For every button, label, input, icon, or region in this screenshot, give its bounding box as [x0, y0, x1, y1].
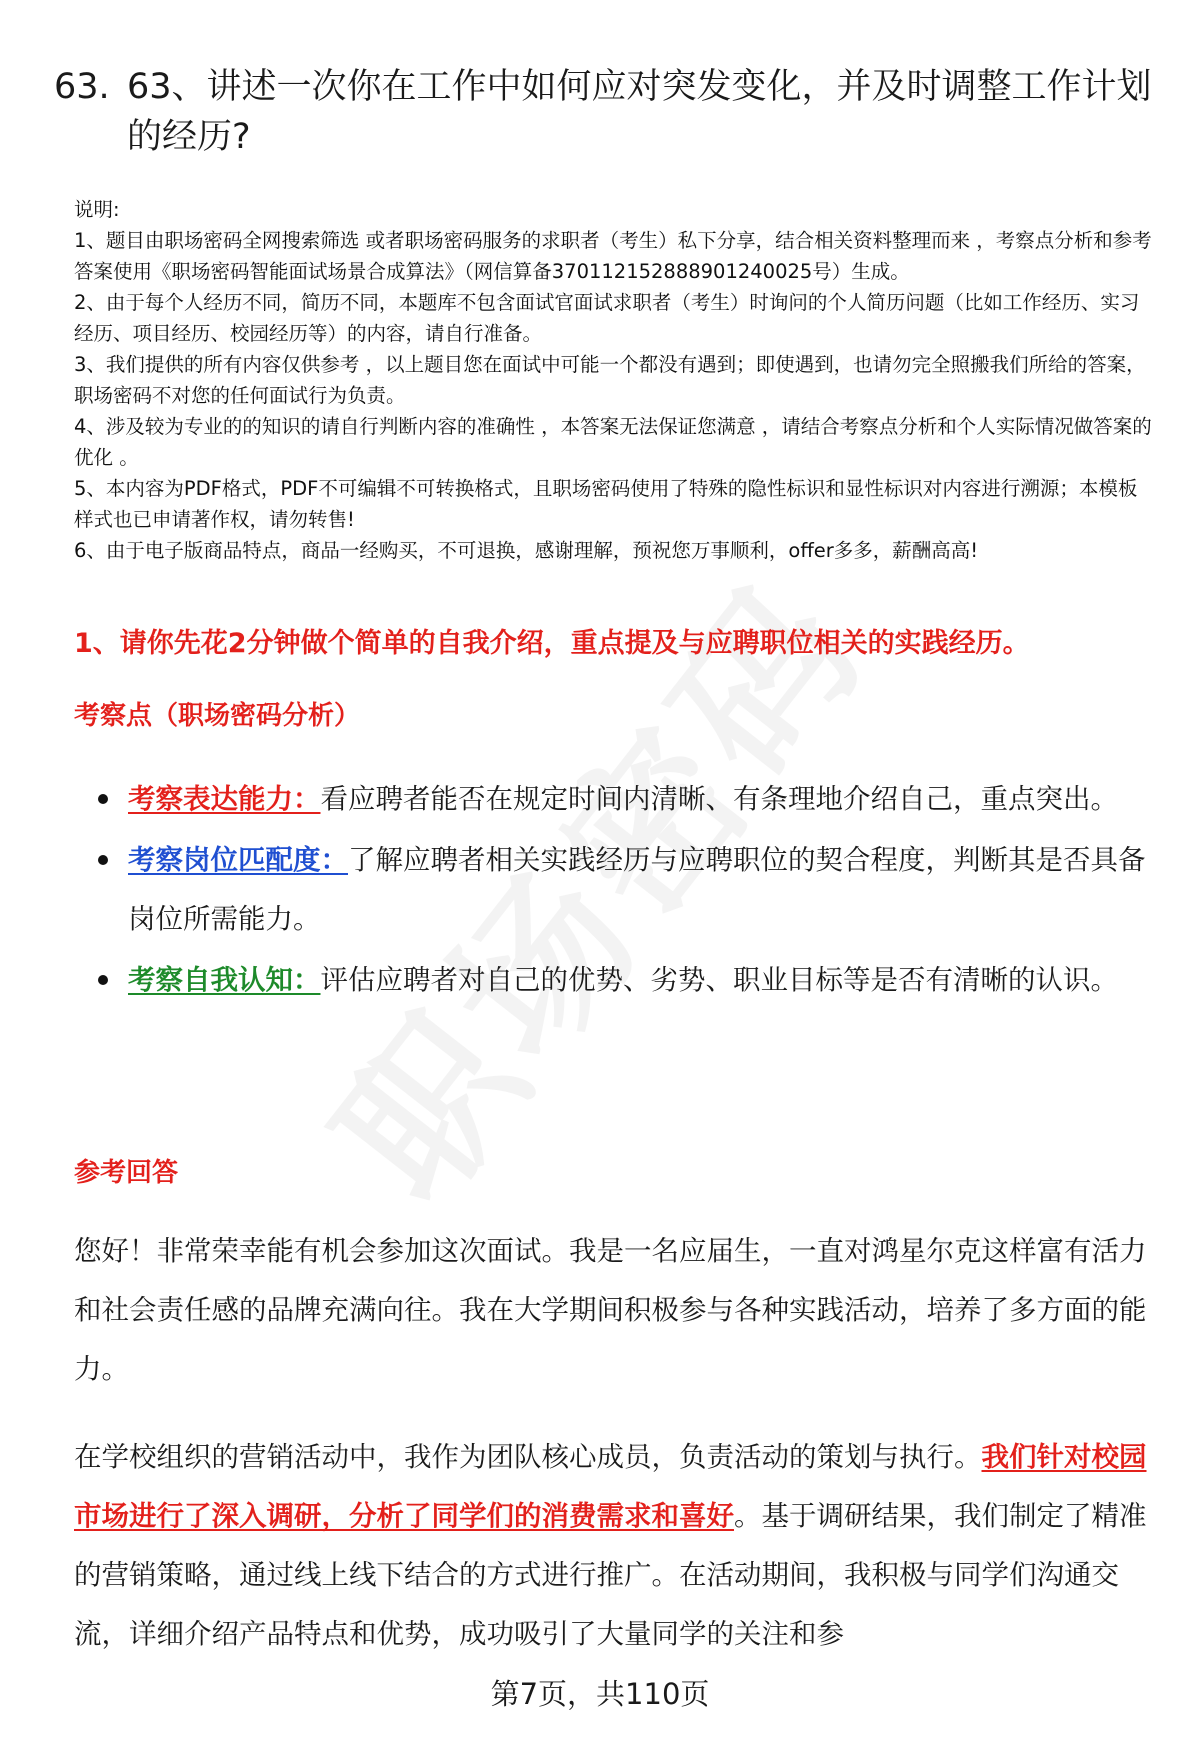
point-label: 考察表达能力： — [128, 783, 321, 815]
list-item — [96, 831, 1156, 949]
note-item: 1、题目由职场密码全网搜索筛选 或者职场密码服务的求职者（考生）私下分享，结合相关资料整理而来 ，考察点分析和参考答案使用《职场密码智能面试场景合成算法》（网信算备370112152888901240025号）生成。 — [74, 229, 1152, 283]
notes-block — [74, 194, 1154, 566]
answer-paragraph — [74, 1428, 1154, 1664]
sub-question-heading: 1、请你先花2分钟做个简单的自我介绍，重点提及与应聘职位相关的实践经历。 — [74, 628, 1030, 659]
question-text: 63、讲述一次你在工作中如何应对突发变化，并及时调整工作计划的经历? — [127, 67, 1152, 157]
point-text: 了解应聘者相关实践经历与应聘职位的契合程度，判断其是否具备岗位所需能力。 — [128, 844, 1146, 935]
answer-paragraph: 您好！非常荣幸能有机会参加这次面试。我是一名应届生，一直对鸿星尔克这样富有活力和社会责任感的品牌充满向往。我在大学期间积极参与各种实践活动，培养了多方面的能力。 — [74, 1235, 1147, 1385]
page-footer: 第7页，共110页 — [490, 1677, 710, 1711]
point-text: 看应聘者能否在规定时间内清晰、有条理地介绍自己，重点突出。 — [320, 783, 1118, 815]
notes-heading: 说明: — [74, 198, 120, 221]
question-title — [54, 62, 1154, 162]
assessment-points-list — [96, 770, 1156, 1012]
answer-heading: 参考回答 — [74, 1158, 179, 1188]
point-label: 考察自我认知： — [128, 964, 321, 996]
note-item: 5、本内容为PDF格式，PDF不可编辑不可转换格式，且职场密码使用了特殊的隐性标识和显性标识对内容进行溯源；本模板样式也已申请著作权，请勿转售! — [74, 477, 1138, 531]
point-text: 评估应聘者对自己的优势、劣势、职业目标等是否有清晰的认识。 — [320, 964, 1118, 996]
point-label: 考察岗位匹配度： — [128, 844, 348, 876]
list-item — [96, 951, 1156, 1010]
list-item — [96, 770, 1156, 829]
note-item: 3、我们提供的所有内容仅供参考 ，以上题目您在面试中可能一个都没有遇到；即使遇到，也请勿完全照搬我们所给的答案，职场密码不对您的任何面试行为负责。 — [74, 353, 1146, 407]
answer-highlight: 我们针对校园市场进行了深入调研，分析了同学们的消费需求和喜好 — [74, 1441, 1147, 1532]
question-number: 63. — [54, 67, 110, 107]
answer-text: 。基于调研结果，我们制定了精准的营销策略，通过线上线下结合的方式进行推广。在活动期间，我积极与同学们沟通交流，详细介绍产品特点和优势，成功吸引了大量同学的关注和参 — [74, 1500, 1147, 1650]
points-heading: 考察点（职场密码分析） — [74, 701, 361, 731]
note-item: 4、涉及较为专业的的知识的请自行判断内容的准确性 ，本答案无法保证您满意 ，请结合考察点分析和个人实际情况做答案的优化 。 — [74, 415, 1152, 469]
note-item: 2、由于每个人经历不同，简历不同，本题库不包含面试官面试求职者（考生）时询问的个人简历问题（比如工作经历、实习经历、项目经历、校园经历等）的内容，请自行准备。 — [74, 291, 1140, 345]
answer-text: 在学校组织的营销活动中，我作为团队核心成员，负责活动的策划与执行。 — [74, 1441, 982, 1473]
note-item: 6、由于电子版商品特点，商品一经购买，不可退换，感谢理解，预祝您万事顺利，offer多多，薪酬高高! — [74, 539, 979, 562]
